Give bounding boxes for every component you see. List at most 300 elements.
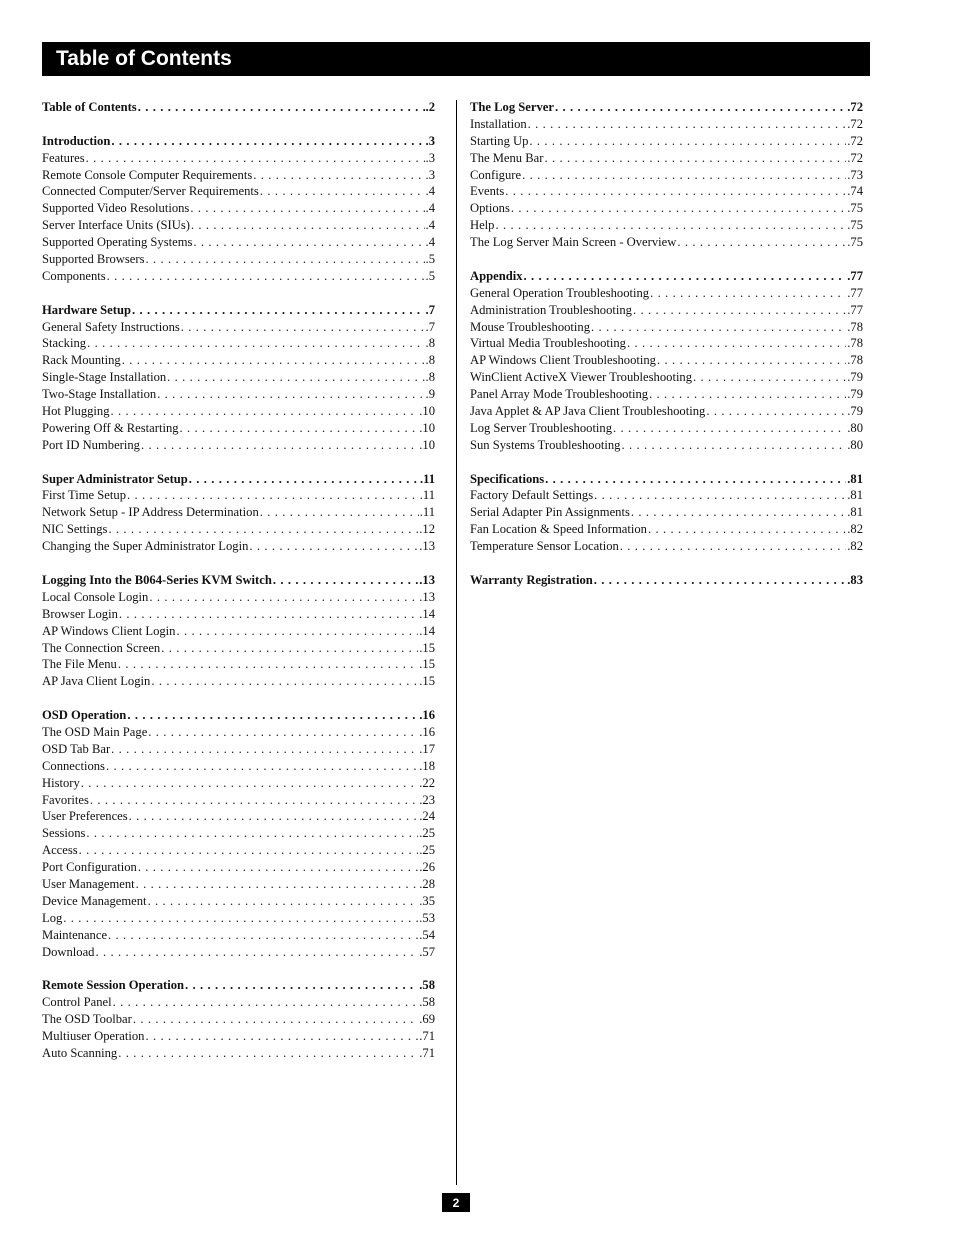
toc-entry[interactable] (42, 420, 435, 437)
dot-leader (613, 420, 846, 437)
toc-entry[interactable] (470, 487, 863, 504)
toc-entry-title: Logging Into the B064-Series KVM Switch (42, 572, 272, 587)
toc-entry-title: The Menu Bar (470, 150, 544, 165)
toc-entry-page: .16 (419, 724, 435, 739)
toc-entry-page: .25 (419, 843, 435, 858)
toc-entry[interactable] (470, 403, 863, 420)
dot-leader (648, 521, 846, 538)
dot-leader (522, 167, 846, 184)
dot-leader (273, 572, 418, 589)
toc-entry-page: .28 (419, 876, 435, 891)
dot-leader (90, 792, 418, 809)
toc-entry-page: .15 (419, 674, 435, 689)
toc-entry-page: .78 (847, 319, 863, 334)
toc-section-heading[interactable] (470, 99, 863, 116)
dot-leader (650, 285, 846, 302)
dot-leader (190, 200, 424, 217)
toc-entry-page: .77 (847, 302, 863, 317)
toc-entry-title: Supported Browsers (42, 252, 145, 267)
toc-entry-title: Components (42, 268, 106, 283)
column-divider (456, 100, 457, 1185)
toc-entry[interactable] (470, 217, 863, 234)
toc-entry-title: Rack Mounting (42, 353, 121, 368)
toc-entry-title: Local Console Login (42, 589, 149, 604)
dot-leader (138, 859, 418, 876)
dot-leader (149, 589, 418, 606)
toc-entry-title: Installation (470, 116, 527, 131)
toc-entry-page: .4 (425, 184, 435, 199)
toc-entry-title: Serial Adapter Pin Assignments (470, 505, 630, 520)
toc-entry[interactable] (470, 285, 863, 302)
dot-leader (141, 437, 418, 454)
toc-section-heading[interactable] (470, 268, 863, 285)
toc-entry-title: Auto Scanning (42, 1045, 118, 1060)
toc-entry-page: .10 (419, 404, 435, 419)
dot-leader (649, 386, 846, 403)
dot-leader (528, 116, 847, 133)
toc-section (470, 99, 863, 251)
toc-entry[interactable] (42, 183, 435, 200)
toc-entry-title: Fan Location & Speed Information (470, 522, 647, 537)
dot-leader (136, 876, 419, 893)
toc-entry[interactable] (42, 251, 435, 268)
toc-entry[interactable] (42, 944, 435, 961)
toc-entry[interactable] (470, 420, 863, 437)
toc-entry-page: .77 (847, 268, 863, 283)
dot-leader (627, 335, 846, 352)
toc-entry-page: .4 (425, 235, 435, 250)
toc-entry-page: .3 (425, 167, 435, 182)
dot-leader (633, 302, 846, 319)
toc-entry-page: .11 (419, 488, 435, 503)
dot-leader (180, 420, 419, 437)
toc-entry-title: Supported Video Resolutions (42, 201, 190, 216)
toc-entry-title: Device Management (42, 893, 147, 908)
toc-entry-title: Remote Console Computer Requirements (42, 167, 253, 182)
toc-entry[interactable] (42, 1045, 435, 1062)
dot-leader (260, 504, 419, 521)
toc-entry-page: .58 (419, 978, 435, 993)
dot-leader (107, 268, 425, 285)
toc-entry-title: Port Configuration (42, 860, 137, 875)
toc-entry-title: Configure (470, 167, 522, 182)
toc-entry-title: Supported Operating Systems (42, 235, 193, 250)
toc-entry-title: Connected Computer/Server Requirements (42, 184, 259, 199)
toc-entry-title: Introduction (42, 133, 111, 148)
toc-entry[interactable] (42, 167, 435, 184)
dot-leader (167, 369, 424, 386)
toc-section (470, 268, 863, 454)
toc-entry-page: .17 (419, 741, 435, 756)
toc-entry-page: .8 (425, 336, 435, 351)
dot-leader (555, 99, 846, 116)
toc-entry-page: .10 (419, 437, 435, 452)
dot-leader (524, 268, 847, 285)
toc-entry[interactable] (42, 758, 435, 775)
toc-entry-title: AP Windows Client Login (42, 623, 176, 638)
toc-entry-title: Server Interface Units (SIUs) (42, 218, 190, 233)
dot-leader (108, 927, 418, 944)
toc-section-heading[interactable] (470, 572, 863, 589)
toc-entry[interactable] (42, 775, 435, 792)
toc-entry-title: AP Windows Client Troubleshooting (470, 353, 656, 368)
toc-entry-page: .72 (847, 116, 863, 131)
toc-entry[interactable] (42, 842, 435, 859)
toc-entry[interactable] (42, 994, 435, 1011)
dot-leader (148, 724, 418, 741)
toc-entry-title: Control Panel (42, 995, 112, 1010)
toc-entry-page: .75 (847, 201, 863, 216)
toc-entry[interactable] (42, 504, 435, 521)
toc-entry-page: .18 (419, 758, 435, 773)
toc-entry[interactable] (42, 1028, 435, 1045)
toc-entry-page: .80 (847, 420, 863, 435)
toc-entry-page: .11 (419, 471, 435, 486)
dot-leader (529, 133, 846, 150)
toc-entry-page: .13 (419, 539, 435, 554)
toc-entry-page: .3 (425, 150, 435, 165)
toc-entry[interactable] (42, 268, 435, 285)
toc-entry-page: .25 (419, 826, 435, 841)
dot-leader (620, 538, 846, 555)
dot-leader (132, 302, 425, 319)
toc-entry-page: .22 (419, 775, 435, 790)
dot-leader (594, 572, 846, 589)
toc-entry[interactable] (42, 876, 435, 893)
dot-leader (146, 251, 425, 268)
toc-entry[interactable] (470, 504, 863, 521)
toc-entry-page: .8 (425, 370, 435, 385)
toc-entry-page: .11 (419, 505, 435, 520)
toc-entry-title: User Management (42, 876, 135, 891)
dot-leader (706, 403, 846, 420)
toc-entry-page: .23 (419, 792, 435, 807)
toc-entry-title: Virtual Media Troubleshooting (470, 336, 626, 351)
toc-entry-title: Log (42, 910, 63, 925)
dot-leader (127, 487, 419, 504)
toc-entry-title: The File Menu (42, 657, 117, 672)
toc-entry-title: General Operation Troubleshooting (470, 285, 650, 300)
dot-leader (621, 437, 846, 454)
toc-entry[interactable] (42, 1011, 435, 1028)
dot-leader (111, 403, 419, 420)
dot-leader (118, 656, 418, 673)
header-bar (42, 42, 870, 76)
toc-entry-page: .35 (419, 893, 435, 908)
dot-leader (189, 471, 419, 488)
toc-entry[interactable] (42, 335, 435, 352)
toc-entry-page: .53 (419, 910, 435, 925)
toc-entry[interactable] (470, 437, 863, 454)
dot-leader (161, 640, 418, 657)
toc-entry[interactable] (42, 437, 435, 454)
toc-entry-page: .16 (419, 708, 435, 723)
toc-entry[interactable] (42, 386, 435, 403)
dot-leader (631, 504, 846, 521)
toc-entry-title: Super Administrator Setup (42, 471, 188, 486)
dot-leader (505, 183, 846, 200)
toc-entry-title: Options (470, 201, 510, 216)
toc-entry-title: Log Server Troubleshooting (470, 420, 613, 435)
dot-leader (260, 183, 425, 200)
toc-entry[interactable] (42, 724, 435, 741)
toc-section-heading[interactable] (42, 572, 435, 589)
toc-entry-page: .13 (419, 589, 435, 604)
toc-entry-title: NIC Settings (42, 522, 108, 537)
toc-entry[interactable] (470, 183, 863, 200)
toc-entry-page: .5 (425, 268, 435, 283)
dot-leader (122, 352, 425, 369)
toc-entry[interactable] (42, 150, 435, 167)
dot-leader (594, 487, 846, 504)
dot-leader (86, 150, 425, 167)
toc-entry-title: Events (470, 184, 505, 199)
toc-entry-title: Maintenance (42, 927, 108, 942)
toc-section (42, 302, 435, 454)
toc-entry[interactable] (42, 217, 435, 234)
dot-leader (193, 234, 424, 251)
toc-entry-page: .81 (847, 471, 863, 486)
toc-entry-page: .75 (847, 218, 863, 233)
toc-entry-title: Panel Array Mode Troubleshooting (470, 387, 649, 402)
toc-entry[interactable] (42, 893, 435, 910)
page-number (442, 1193, 470, 1212)
toc-entry-title: Help (470, 218, 495, 233)
toc-entry-title: Two-Stage Installation (42, 387, 157, 402)
toc-entry[interactable] (42, 656, 435, 673)
toc-entry[interactable] (470, 521, 863, 538)
dot-leader (253, 167, 424, 184)
dot-leader (133, 1011, 418, 1028)
toc-entry-title: Port ID Numbering (42, 437, 140, 452)
dot-leader (95, 944, 418, 961)
toc-section (470, 471, 863, 555)
toc-entry-title: The OSD Main Page (42, 724, 148, 739)
toc-entry-page: .79 (847, 387, 863, 402)
toc-entry-title: Sun Systems Troubleshooting (470, 437, 621, 452)
dot-leader (119, 606, 418, 623)
dot-leader (545, 471, 846, 488)
toc-entry[interactable] (42, 200, 435, 217)
dot-leader (511, 200, 846, 217)
toc-entry-page: .73 (847, 167, 863, 182)
toc-entry-title: Warranty Registration (470, 572, 593, 587)
dot-leader (145, 1028, 418, 1045)
toc-entry[interactable] (42, 521, 435, 538)
toc-entry-title: Features (42, 150, 85, 165)
dot-leader (138, 99, 425, 116)
toc-entry[interactable] (470, 319, 863, 336)
toc-entry-page: .15 (419, 640, 435, 655)
toc-entry[interactable] (42, 673, 435, 690)
toc-entry[interactable] (470, 234, 863, 251)
toc-entry-page: .7 (425, 319, 435, 334)
toc-entry[interactable] (42, 403, 435, 420)
toc-entry-page: .26 (419, 860, 435, 875)
toc-entry-page: .10 (419, 420, 435, 435)
toc-entry-title: Stacking (42, 336, 87, 351)
dot-leader (657, 352, 846, 369)
toc-entry[interactable] (470, 150, 863, 167)
toc-entry-title: Access (42, 843, 78, 858)
toc-section-heading[interactable] (42, 133, 435, 150)
toc-entry[interactable] (470, 386, 863, 403)
toc-entry-page: .4 (425, 201, 435, 216)
toc-entry-page: .5 (425, 252, 435, 267)
toc-section (42, 99, 435, 116)
toc-section (42, 471, 435, 555)
dot-leader (63, 910, 418, 927)
toc-entry-title: General Safety Instructions (42, 319, 180, 334)
toc-entry[interactable] (42, 927, 435, 944)
dot-leader (87, 335, 424, 352)
toc-entry-page: .58 (419, 995, 435, 1010)
toc-entry-title: Download (42, 944, 95, 959)
toc-entry-page: .81 (847, 505, 863, 520)
toc-entry-page: .72 (847, 150, 863, 165)
toc-entry[interactable] (42, 741, 435, 758)
dot-leader (108, 521, 418, 538)
toc-entry-page: .54 (419, 927, 435, 942)
toc-entry[interactable] (42, 538, 435, 555)
toc-entry[interactable] (42, 369, 435, 386)
toc-entry-title: OSD Tab Bar (42, 741, 111, 756)
toc-section-heading[interactable] (42, 471, 435, 488)
toc-section-heading[interactable] (42, 707, 435, 724)
toc-entry[interactable] (42, 352, 435, 369)
toc-entry-page: .13 (419, 572, 435, 587)
toc-entry[interactable] (42, 234, 435, 251)
toc-entry[interactable] (42, 910, 435, 927)
toc-entry-title: Temperature Sensor Location (470, 539, 619, 554)
dot-leader (157, 386, 424, 403)
toc-entry-title: Favorites (42, 792, 89, 807)
toc-entry-page: .71 (419, 1028, 435, 1043)
toc-entry[interactable] (470, 200, 863, 217)
toc-entry[interactable] (470, 538, 863, 555)
page-number-label: 2 (452, 1195, 460, 1210)
toc-entry-title: Changing the Super Administrator Login (42, 539, 249, 554)
toc-entry-page: .79 (847, 370, 863, 385)
dot-leader (118, 1045, 418, 1062)
toc-entry[interactable] (42, 606, 435, 623)
toc-entry-page: .14 (419, 623, 435, 638)
dot-leader (129, 808, 419, 825)
toc-section-heading[interactable] (42, 977, 435, 994)
toc-entry[interactable] (470, 369, 863, 386)
toc-entry-page: .71 (419, 1045, 435, 1060)
toc-entry-page: .78 (847, 336, 863, 351)
toc-entry[interactable] (42, 808, 435, 825)
toc-entry[interactable] (470, 302, 863, 319)
toc-entry-title: User Preferences (42, 809, 128, 824)
toc-entry-title: WinClient ActiveX Viewer Troubleshooting (470, 370, 693, 385)
toc-entry[interactable] (42, 859, 435, 876)
toc-entry-title: Remote Session Operation (42, 978, 185, 993)
toc-entry[interactable] (470, 133, 863, 150)
toc-entry-title: Factory Default Settings (470, 488, 594, 503)
dot-leader (249, 538, 418, 555)
toc-entry[interactable] (42, 623, 435, 640)
toc-entry-page: .9 (425, 387, 435, 402)
dot-leader (106, 758, 418, 775)
toc-entry-page: .14 (419, 606, 435, 621)
dot-leader (191, 217, 425, 234)
toc-entry-title: First Time Setup (42, 488, 126, 503)
toc-entry-page: .82 (847, 539, 863, 554)
toc-entry-page: .80 (847, 437, 863, 452)
toc-entry-title: History (42, 775, 80, 790)
toc-entry-page: .8 (425, 353, 435, 368)
dot-leader (495, 217, 846, 234)
toc-section-heading[interactable] (470, 471, 863, 488)
toc-entry[interactable] (42, 640, 435, 657)
toc-entry-page: .2 (425, 100, 435, 114)
toc-entry[interactable] (470, 116, 863, 133)
toc-entry-title: Table of Contents (42, 100, 137, 114)
toc-entry-title: Sessions (42, 826, 86, 841)
dot-leader (176, 623, 418, 640)
toc-entry[interactable] (470, 335, 863, 352)
toc-entry-title: The Log Server (470, 100, 554, 114)
toc-entry-title: Browser Login (42, 606, 118, 621)
toc-entry-page: .69 (419, 1012, 435, 1027)
toc-entry-page: .74 (847, 184, 863, 199)
toc-entry-page: .72 (847, 100, 863, 114)
toc-section-heading[interactable] (42, 302, 435, 319)
dot-leader (127, 707, 418, 724)
toc-entry-page: .81 (847, 488, 863, 503)
toc-entry-title: The OSD Toolbar (42, 1012, 132, 1027)
dot-leader (181, 319, 425, 336)
toc-entry-page: .79 (847, 404, 863, 419)
toc-entry[interactable] (470, 167, 863, 184)
toc-entry-page: .75 (847, 235, 863, 250)
dot-leader (148, 893, 419, 910)
toc-entry-page: .83 (847, 572, 863, 587)
toc-entry-page: .4 (425, 218, 435, 233)
toc-left-column (42, 99, 435, 1079)
toc-entry[interactable] (42, 487, 435, 504)
toc-section (42, 572, 435, 690)
toc-entry[interactable] (42, 589, 435, 606)
toc-entry-title: AP Java Client Login (42, 674, 151, 689)
toc-entry-title: OSD Operation (42, 708, 127, 723)
dot-leader (79, 842, 419, 859)
toc-section (42, 133, 435, 285)
toc-entry-title: Starting Up (470, 133, 529, 148)
toc-entry-title: Specifications (470, 471, 545, 486)
toc-entry-title: Network Setup - IP Address Determination (42, 505, 259, 520)
dot-leader (544, 150, 846, 167)
dot-leader (113, 994, 419, 1011)
toc-entry-page: .12 (419, 522, 435, 537)
toc-entry-title: Hot Plugging (42, 404, 110, 419)
toc-entry-title: Multiuser Operation (42, 1028, 145, 1043)
toc-entry[interactable] (42, 319, 435, 336)
toc-entry[interactable] (470, 352, 863, 369)
toc-entry-page: .24 (419, 809, 435, 824)
toc-right-column (470, 99, 863, 606)
toc-entry[interactable] (42, 825, 435, 842)
toc-entry-page: .77 (847, 285, 863, 300)
toc-entry-title: Connections (42, 758, 105, 773)
toc-entry-title: The Connection Screen (42, 640, 161, 655)
toc-section-heading[interactable] (42, 99, 435, 116)
dot-leader (677, 234, 846, 251)
toc-entry-title: Single-Stage Installation (42, 370, 167, 385)
toc-entry[interactable] (42, 792, 435, 809)
